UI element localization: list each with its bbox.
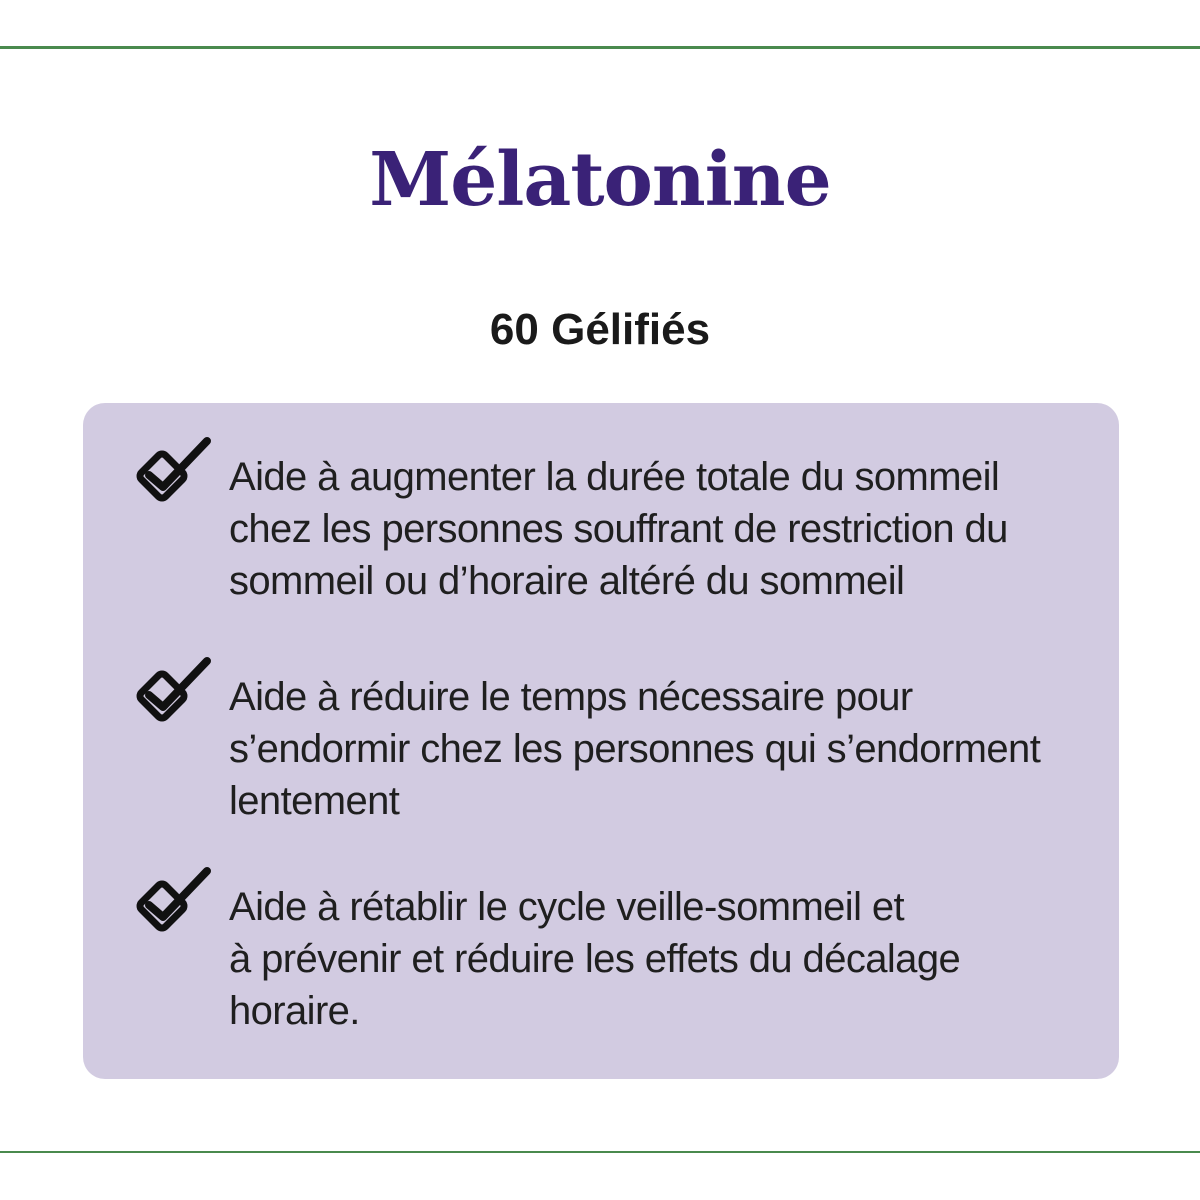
benefits-panel: [83, 403, 1119, 1079]
bottom-divider: [0, 1151, 1200, 1153]
checkbox-check-icon: [133, 435, 215, 511]
top-divider: [0, 46, 1200, 49]
benefit-text: Aide à augmenter la durée totale du sommeil chez les personnes souffrant de restriction du sommeil ou d’horaire altéré du sommeil: [229, 455, 1008, 603]
checkbox-check-icon: [133, 865, 215, 941]
benefit-text: Aide à rétablir le cycle veille-sommeil et à prévenir et réduire les effets du décalage horaire.: [229, 885, 961, 1033]
benefit-text: Aide à réduire le temps nécessaire pour s’endormir chez les personnes qui s’endorment lentement: [229, 675, 1041, 823]
checkbox-check-icon: [133, 655, 215, 731]
product-title: Mélatonine: [369, 137, 831, 223]
product-subtitle: 60 Gélifiés: [489, 305, 711, 354]
